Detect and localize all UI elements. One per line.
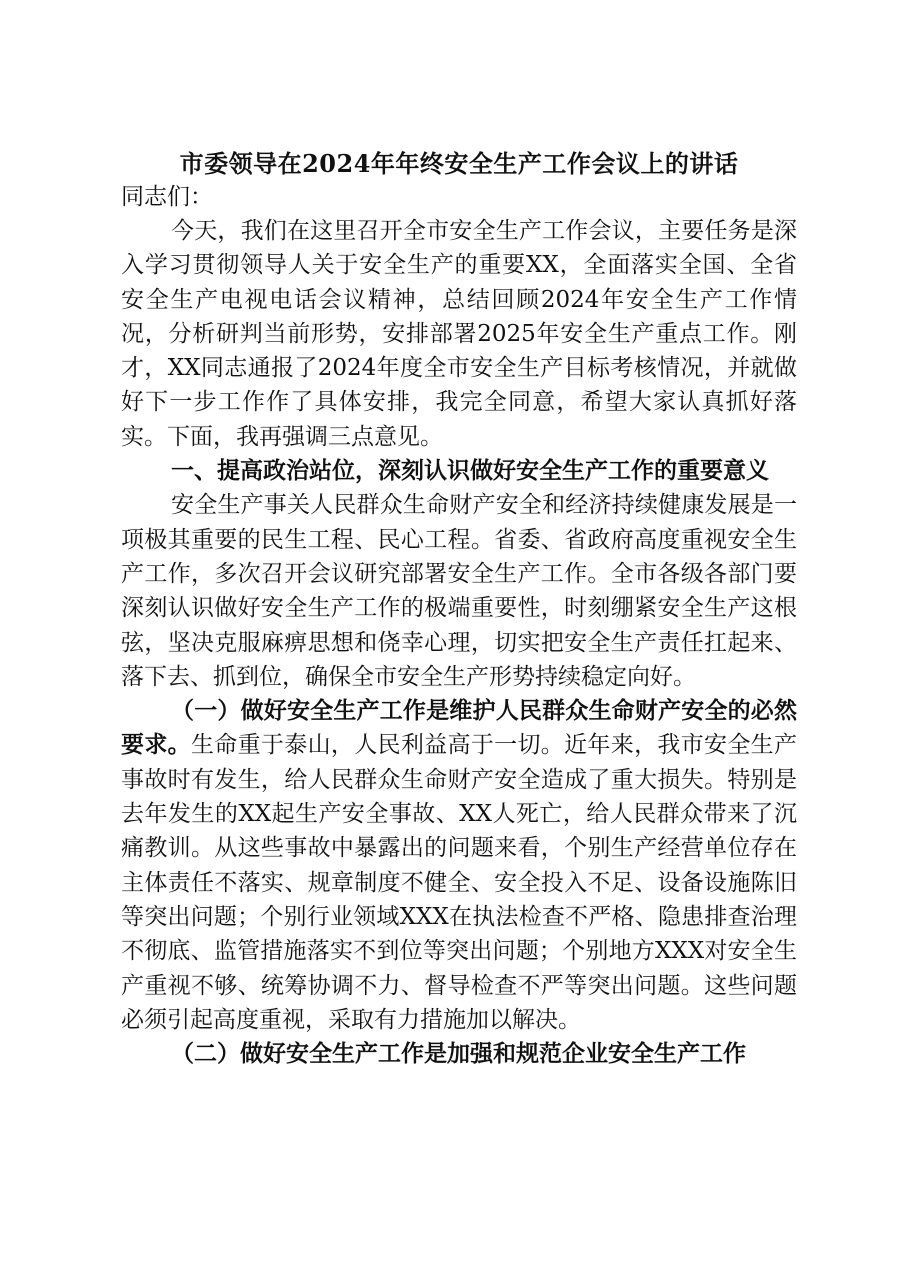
section-1-paragraph: 安全生产事关人民群众生命财产安全和经济持续健康发展是一项极其重要的民生工程、民心工程。省委、省政府高度重视安全生产工作，多次召开会议研究部署安全生产工作。全市各级各部门要深刻认识做好安全生产工作的极端重要性，时刻绷紧安全生产这根弦，坚决克服麻痹思想和侥幸心理，切实把安全生产责任扛起来、落下去、抓到位，确保全市安全生产形势持续稳定向好。 (121, 492, 797, 690)
subsection-1-body: 生命重于泰山，人民利益高于一切。近年来，我市安全生产事故时有发生，给人民群众生命财产安全造成了重大损失。特别是去年发生的XX起生产安全事故、XX人死亡，给人民群众带来了沉痛教训。从这些事故中暴露出的问题来看，个别生产经营单位存在主体责任不落实、规章制度不健全、安全投入不足、设备设施陈旧等突出问题；个别行业领域XXX在执法检查不严格、隐患排查治理不彻底、监管措施落实不到位等突出问题；个别地方XXX对安全生产重视不够、统筹协调不力、督导检查不严等突出问题。这些问题必须引起高度重视，采取有力措施加以解决。 (121, 732, 798, 1033)
subsection-1-lead: （一）做好安全生产工作是维护人民群众生命财产安全的必然要求。 (121, 697, 797, 759)
document-title: 市委领导在2024年年终安全生产工作会议上的讲话 (179, 149, 739, 178)
subsection-2-lead: （二）做好安全生产工作是加强和规范企业安全生产工作 (171, 1040, 746, 1068)
salutation: 同志们： (121, 184, 213, 210)
subsection-1-paragraph (121, 694, 797, 1037)
subsection-2-paragraph (121, 1037, 797, 1071)
intro-paragraph: 今天，我们在这里召开全市安全生产工作会议，主要任务是深入学习贯彻领导人关于安全生产的重要XX，全面落实全国、全省安全生产电视电话会议精神，总结回顾2024年安全生产工作情况，分析研判当前形势，安排部署2025年安全生产重点工作。刚才，XX同志通报了2024年度全市安全生产目标考核情况，并就做好下一步工作作了具体安排，我完全同意，希望大家认真抓好落实。下面，我再强调三点意见。 (121, 218, 797, 450)
document-page (121, 148, 797, 1071)
section-1-heading: 一、提高政治站位，深刻认识做好安全生产工作的重要意义 (171, 457, 769, 485)
